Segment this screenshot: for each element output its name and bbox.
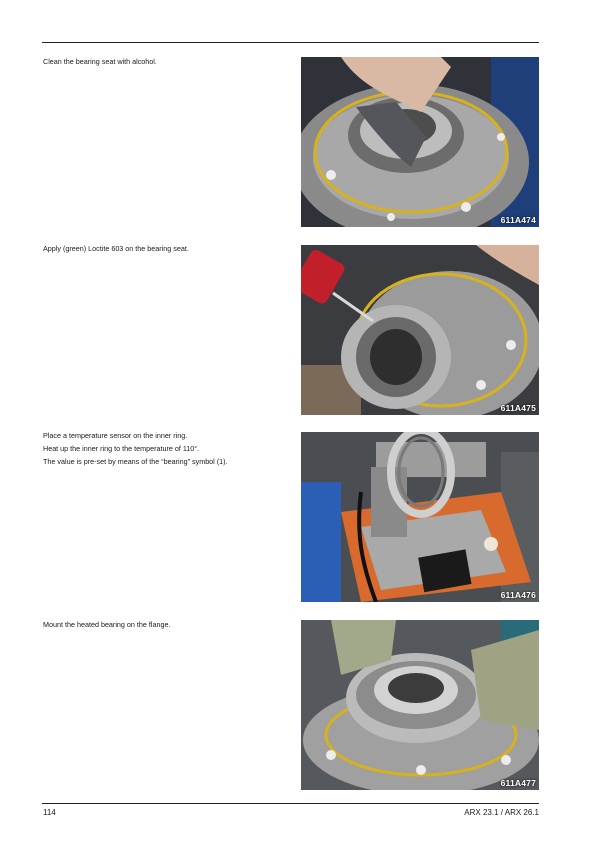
step-3-text (43, 429, 283, 468)
page-number: 114 (43, 808, 56, 817)
step-2-photo-id: 611A475 (500, 403, 536, 413)
step-3-photo (301, 432, 539, 602)
step-3-line-3: The value is pre-set by means of the “bearing” symbol (1). (43, 457, 228, 466)
step-2-photo (301, 245, 539, 415)
bearing-cleaning-photo-icon (301, 57, 539, 227)
loctite-application-photo-icon (301, 245, 539, 415)
step-2-line-1: Apply (green) Loctite 603 on the bearing seat. (43, 244, 189, 253)
step-3-line-2: Heat up the inner ring to the temperature of 110°. (43, 444, 200, 453)
step-4-line-1: Mount the heated bearing on the flange. (43, 620, 171, 629)
step-2-text (43, 242, 283, 255)
induction-heater-photo-icon (301, 432, 539, 602)
step-4-text (43, 618, 283, 631)
step-1-line-1: Clean the bearing seat with alcohol. (43, 57, 157, 66)
step-3-line-1: Place a temperature sensor on the inner ring. (43, 431, 188, 440)
step-4-photo-id: 611A477 (500, 778, 536, 788)
step-1-photo-id: 611A474 (500, 215, 536, 225)
step-3-photo-id: 611A476 (500, 590, 536, 600)
footer-rule (42, 803, 539, 804)
header-rule (42, 42, 539, 43)
bearing-mounting-photo-icon (301, 620, 539, 790)
step-1-text (43, 55, 283, 68)
step-4-photo (301, 620, 539, 790)
model-name: ARX 23.1 / ARX 26.1 (464, 808, 539, 817)
step-1-photo (301, 57, 539, 227)
